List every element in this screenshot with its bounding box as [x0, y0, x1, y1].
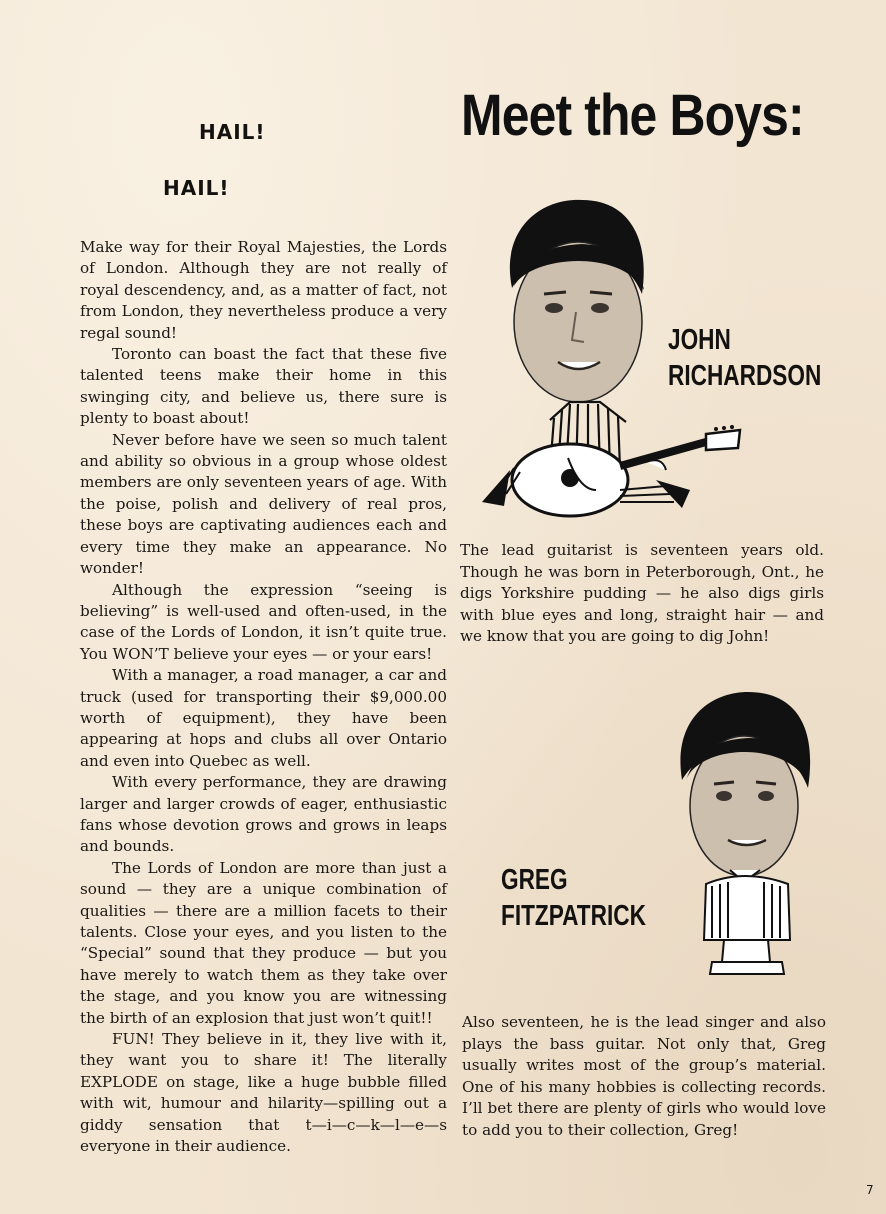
member-description-greg: Also seventeen, he is the lead singer and also plays the bass guitar. Not only that, Greg usually writes most of the group’s material. One of his many hobbies is collecting records. I’ll bet there are plenty of girls who would love to add you to their collection, Greg!: [462, 1013, 826, 1139]
member-name-greg: [501, 862, 646, 934]
body-paragraph: Toronto can boast the fact that these five talented teens make their home in this swinging city, and believe us, there sure is plenty to boast about!: [80, 345, 447, 428]
member-last-name: FITZPATRICK: [501, 900, 646, 932]
greg-caricature-image: [672, 688, 822, 988]
member-name-john: [668, 322, 821, 394]
article-body: [80, 237, 447, 1157]
body-paragraph: With a manager, a road manager, a car and truck (used for transporting their $9,000.00 worth of equipment), they have been appearing at hops and clubs all over Ontario and even into Quebec as well.: [80, 666, 447, 770]
body-paragraph: With every performance, they are drawing larger and larger crowds of eager, enthusiastic fans whose devotion grows and grows in leaps and bounds.: [80, 773, 447, 856]
member-first-name: JOHN: [668, 324, 731, 356]
hail-heading-1: HAIL!: [199, 120, 266, 144]
body-paragraph: FUN! They believe in it, they live with it, they want you to share it! The literally EXPLODE on stage, like a huge bubble filled with wit, humour and hilarity—spilling out a giddy sensation that t—i—c—k—l—e—s everyone in their audience.: [80, 1030, 447, 1156]
body-paragraph: Never before have we seen so much talent and ability so obvious in a group whose oldest members are only seventeen years of age. With the poise, polish and delivery of real pros, these boys are captivating audiences each and every time they make an appearance. No wonder!: [80, 430, 447, 578]
member-first-name: GREG: [501, 864, 568, 896]
body-paragraph: Make way for their Royal Majesties, the Lords of London. Although they are not really of royal descendency, and, as a matter of fact, not from London, they nevertheless produce a very regal sound!: [80, 238, 447, 342]
member-last-name: RICHARDSON: [668, 360, 822, 392]
member-description-john: The lead guitarist is seventeen years old. Though he was born in Peterborough, Ont., he digs Yorkshire pudding — he also digs girls with blue eyes and long, straight hair — and we know that you are going to dig John!: [460, 541, 824, 646]
body-paragraph: The Lords of London are more than just a sound — they are a unique combination of qualities — there are a million facets to their talents. Close your eyes, and you listen to the “Special” sound that they produce — but you have merely to watch them as they take over the stage, and you know you are witnessing the birth of an explosion that just won’t quit!!: [80, 858, 447, 1027]
hail-heading-2: HAIL!: [163, 176, 230, 200]
body-paragraph: Although the expression “seeing is believing” is well-used and often-used, in the case of the Lords of London, it isn’t quite true. You WON’T believe your eyes — or your ears!: [80, 580, 447, 663]
page-title: Meet the Boys:: [461, 83, 804, 148]
page-number: 7: [866, 1183, 874, 1197]
